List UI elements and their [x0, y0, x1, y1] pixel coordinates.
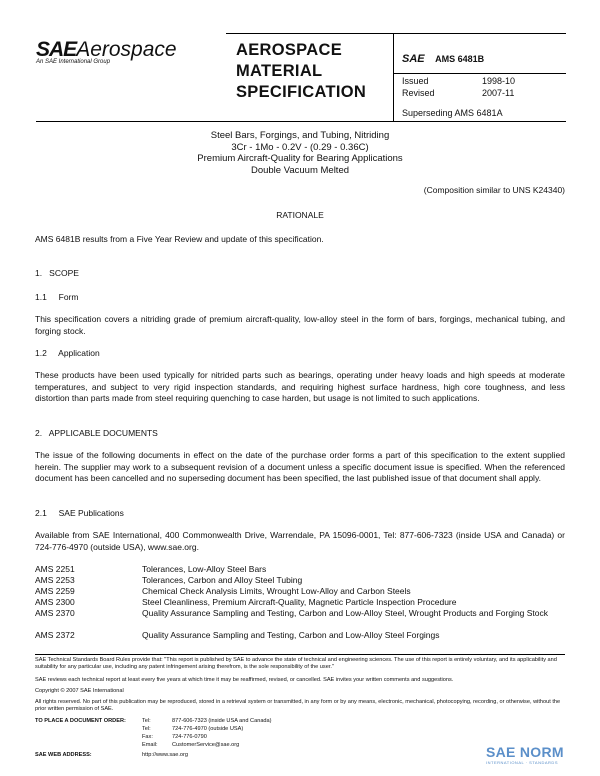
rationale-text: AMS 6481B results from a Five Year Review and update of this specification. [35, 234, 324, 244]
tel-value: 877-606-7323 (inside USA and Canada) [172, 718, 272, 724]
doc-title-line-3: Premium Aircraft-Quality for Bearing Applications [197, 153, 403, 164]
header-divider-vertical [393, 33, 394, 121]
title-line-2: MATERIAL [236, 62, 323, 80]
application-paragraph: These products have been used typically for nitrided parts such as bearings, operating under heavy loads and high speeds at moderate temperatures, and subject to very rigid inspection standards, and requiring highest surface hardness, high core toughness, and less distortion than parts made from steel requiring quenching to case harden, but usage is not limited to such applications. [35, 370, 565, 403]
doc-number-value: AMS 6481B [435, 54, 485, 64]
doc-title-line-4: Double Vacuum Melted [250, 164, 350, 176]
email-label: Email: [142, 742, 158, 748]
order-label: TO PLACE A DOCUMENT ORDER: [35, 718, 126, 724]
section-form-heading: 1.1 Form [35, 292, 79, 302]
reference-code: AMS 2253 [35, 575, 75, 585]
tel-label: Tel: [142, 718, 151, 724]
reference-title: Tolerances, Low-Alloy Steel Bars [142, 564, 267, 574]
reference-title: Tolerances, Carbon and Alloy Steel Tubing [142, 575, 303, 585]
reference-code: AMS 2259 [35, 586, 75, 596]
fax-value: 724-776-0790 [172, 734, 207, 740]
issued-value: 1998-10 [482, 76, 516, 86]
rationale-heading: RATIONALE [276, 210, 324, 220]
reference-code: AMS 2251 [35, 564, 75, 574]
footer-board-rules: SAE Technical Standards Board Rules provide that: "This report is published by SAE to advance the state of technical and engineering sciences. The use of this report is entirely voluntary, and its applicability and suitability for any particular use, including any patent infringement arising therefrom, is the sole responsibility of the user." [35, 657, 557, 671]
reference-title: Quality Assurance Sampling and Testing, Carbon and Low-Alloy Steel Forgings [142, 630, 440, 640]
sae-mark: SAE [402, 53, 425, 65]
reference-title: Steel Cleanliness, Premium Aircraft-Quality, Magnetic Particle Inspection Procedure [142, 597, 457, 607]
footer-rule [35, 654, 565, 655]
sae-norm-subtitle: INTERNATIONAL · STANDARDS [486, 760, 558, 765]
revised-value: 2007-11 [482, 88, 515, 98]
footer-copyright: Copyright © 2007 SAE International [35, 688, 124, 694]
document-title [150, 130, 450, 176]
reference-title: Quality Assurance Sampling and Testing, Carbon and Low-Alloy Steel, Wrought Products and Forging Stock [142, 608, 549, 618]
header-bottom-rule [36, 121, 566, 122]
issued-label: Issued [402, 76, 429, 86]
sae-publications-paragraph: Available from SAE International, 400 Commonwealth Drive, Warrendale, PA 15096-0001, Tel: 877-606-7323 (inside USA and Canada) or 724-776-4970 (outside USA), www.sae.org. [35, 530, 565, 552]
sae-norm-logo: SAE NORM [486, 744, 564, 760]
footer-review-note: SAE reviews each technical report at least every five years at which time it may be reaffirmed, revised, or cancelled. SAE invites your written comments and suggestions. [35, 677, 454, 683]
header-number-rule [393, 73, 566, 74]
section-sae-publications-heading: 2.1 SAE Publications [35, 508, 124, 518]
footer-rights: All rights reserved. No part of this publication may be reproduced, stored in a retrieval system or transmitted, in any form or by any means, electronic, mechanical, photocopying, recording, or otherwise, without the prior written permission of SAE. [35, 699, 561, 713]
revised-label: Revised [402, 88, 435, 98]
document-number [402, 49, 484, 67]
applicable-documents-paragraph: The issue of the following documents in effect on the date of the purchase order forms a part of this specification to the extent supplied herein. The supplier may work to a subsequent revision of a document unless a specific document issue is specified. When the referenced document has been cancelled and no superseding document has been specified, the last published issue of that document shall apply. [35, 450, 565, 483]
doc-title-line-2: 3Cr - 1Mo - 0.2V - (0.29 - 0.36C) [231, 141, 369, 153]
section-applicable-documents-heading: 2. APPLICABLE DOCUMENTS [35, 428, 158, 438]
reference-code: AMS 2372 [35, 630, 75, 640]
web-address-link[interactable]: http://www.sae.org [142, 752, 189, 758]
reference-code: AMS 2300 [35, 597, 75, 607]
reference-title: Chemical Check Analysis Limits, Wrought Low-Alloy and Carbon Steels [142, 586, 411, 596]
header-top-rule [226, 33, 566, 34]
fax-label: Fax: [142, 734, 153, 740]
logo-brand: SAE [36, 38, 77, 61]
tel2-label: Tel: [142, 726, 151, 732]
document-type-title [236, 40, 366, 103]
title-line-1: AEROSPACE [236, 41, 342, 59]
superseding-note: Superseding AMS 6481A [402, 108, 503, 118]
form-paragraph: This specification covers a nitriding grade of premium aircraft-quality, low-alloy steel in the form of bars, forgings, mechanical tubing, and forging stock. [35, 314, 565, 336]
title-line-3: SPECIFICATION [236, 83, 367, 101]
section-application-heading: 1.2 Application [35, 348, 100, 358]
email-link[interactable]: CustomerService@sae.org [172, 742, 240, 748]
reference-code: AMS 2370 [35, 608, 75, 618]
logo-word: Aerospace [76, 38, 177, 61]
doc-title-line-1: Steel Bars, Forgings, and Tubing, Nitriding [210, 130, 390, 141]
web-address-label: SAE WEB ADDRESS: [35, 752, 92, 758]
tel2-value: 724-776-4970 (outside USA) [172, 726, 244, 732]
section-scope-heading: 1. SCOPE [35, 268, 79, 278]
logo-subtitle: An SAE International Group [36, 59, 111, 65]
composition-note: (Composition similar to UNS K24340) [423, 185, 565, 195]
